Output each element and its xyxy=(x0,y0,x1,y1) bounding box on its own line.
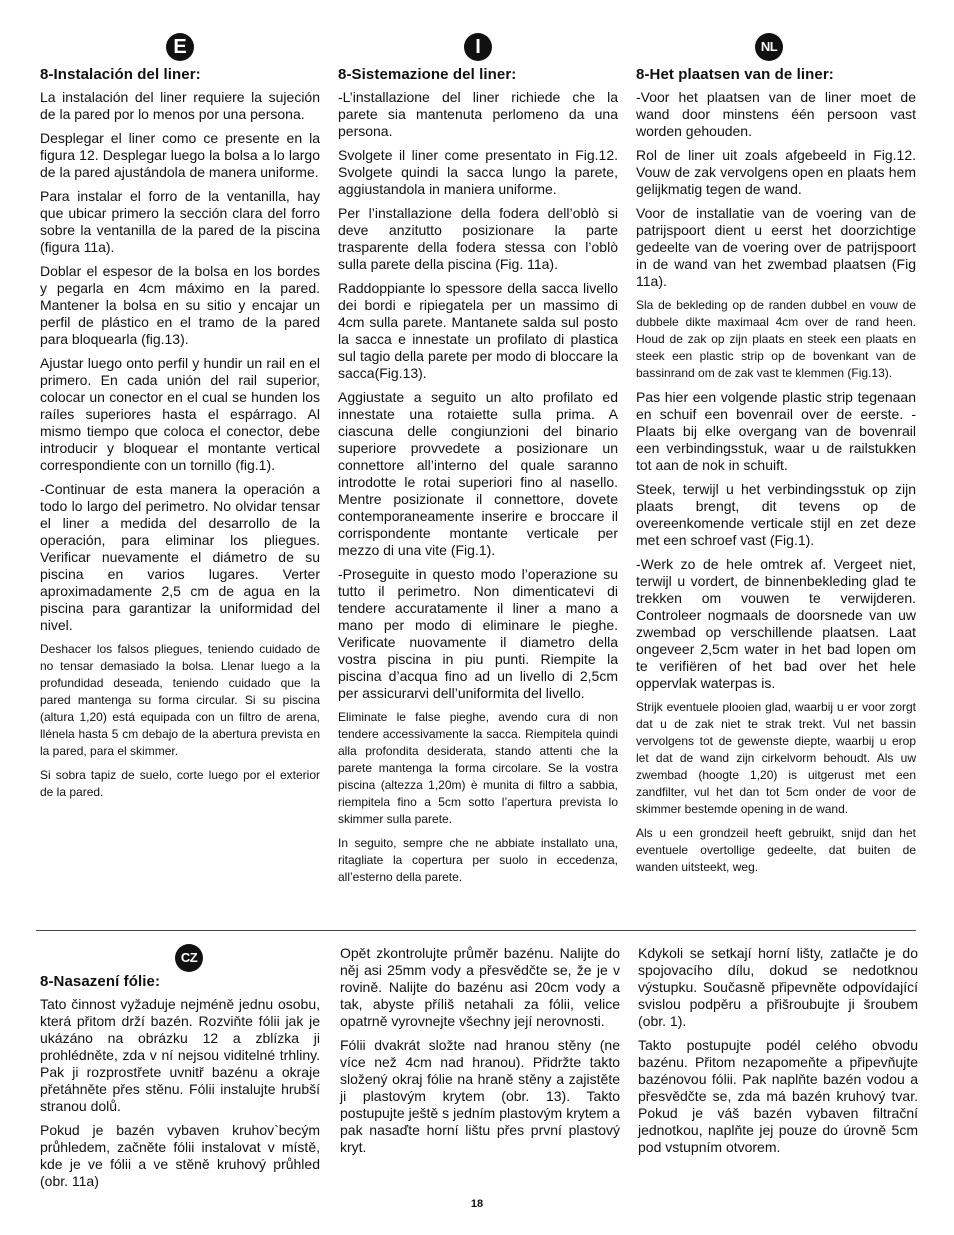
paragraph: Desplegar el liner como ce presente en la figura 12. Desplegar luego la bolsa a lo largo de la pared ajustándola de manera uniforme. xyxy=(40,130,320,180)
paragraph: La instalación del liner requiere la sujeción de la pared por lo menos por una persona. xyxy=(40,89,320,122)
czech-column-2 xyxy=(340,945,620,1163)
language-badge-spanish: E xyxy=(166,33,194,61)
paragraph: Aggiustate a seguito un alto profilato ed innestate una rotaiette sulla prima. A ciascuna delle congiunzioni del binario superiore provvedete a posizionare un connettore all’interno del quale saranno introdotte le rotai superiori fino al nasello. Mentre posizionate il connettore, dovete contemporaneamente inserire e broccare il corrispondente montante verticale per mezzo di una vite (Fig.1). xyxy=(338,389,618,558)
paragraph: Doblar el espesor de la bolsa en los bordes y pegarla en 4cm máximo en la pared. Mantener la bolsa en su sitio y encajar un perfil de plástico en el tramo de la pared para bloquearla (fig.13). xyxy=(40,263,320,347)
paragraph: Rol de liner uit zoals afgebeeld in Fig.12. Vouw de zak vervolgens open en plaats hem gelijkmatig tegen de wand. xyxy=(636,147,916,197)
section-title: 8-Nasazení fólie: xyxy=(40,973,161,990)
paragraph: Raddoppiante lo spessore della sacca livello dei bordi e ripiegatela per un massimo di 4cm sulla parete. Mantanete salda sul posto la sacca e innestate un profilato di plastica sul tagio della parete per modo di bloccare la sacca(Fig.13). xyxy=(338,280,618,381)
language-badge-dutch: NL xyxy=(755,33,783,61)
paragraph: -Voor het plaatsen van de liner moet de wand door minstens één persoon vast worden gehouden. xyxy=(636,89,916,139)
paragraph: Ajustar luego onto perfil y hundir un rail en el primero. En cada unión del rail superior, colocar un conector en el cual se hunden los raíles superiores hasta el espárrago. Al mismo tiempo que coloca el conector, debe introducir y bloquear el montante vertical correspondiente con un tornillo (fig.1). xyxy=(40,355,320,473)
paragraph: Eliminate le false pieghe, avendo cura di non tendere accessivamente la sacca. Riempitela quindi alla profondita desiderata, stando attenti che la parete mantenga la forma circolare. Se la vostra piscina (altezza 1,20m) è munita di filtro a sabbia, riempitela fino a 5cm sotto l’apertura prevista lo skimmer sulla parete. xyxy=(338,710,618,826)
paragraph: Deshacer los falsos pliegues, teniendo cuidado de no tensar demasiado la bolsa. Llenar luego a la profundidad deseada, teniendo cuidado que la pared mantenga su forma circular. Si su piscina (altura 1,20) está equipada con un filtro de arena, llénela hasta 5 cm debajo de la abertura prevista en la pared, para el skimmer. xyxy=(40,642,320,758)
czech-column-3 xyxy=(638,945,918,1163)
spanish-column xyxy=(40,66,320,808)
czech-column-1 xyxy=(40,973,320,1197)
page-number: 18 xyxy=(470,1198,484,1210)
paragraph: Para instalar el forro de la ventanilla, hay que ubicar primero la sección clara del forro sobre la ventanilla de la pared de la piscina (figura 11a). xyxy=(40,188,320,255)
paragraph: Tato činnost vyžaduje nejméně jednu osobu, která přitom drží bazén. Rozviňte fólii jak je ukázáno na obrázku 12 a zblízka ji prohlédněte, zda v ní nejsou viditelné trhliny. Pak ji rozprostřete uvnitř bazénu a okraje přetáhněte přes stěnu. Fólii instalujte hrubší stranou dolů. xyxy=(40,996,320,1114)
paragraph: Kdykoli se setkají horní lišty, zatlačte je do spojovacího dílu, dokud se nedotknou výstupku. Současně připevněte odpovídající svislou podpěru a přišroubujte ji šroubem (obr. 1). xyxy=(638,945,918,1029)
paragraph: Per l’installazione della fodera dell’oblò si deve anzitutto posizionare la parte trasparente della fodera stessa con l’oblò sulla parete della piscina (Fig. 11a). xyxy=(338,205,618,272)
language-badge-czech: CZ xyxy=(175,944,203,972)
paragraph: -Werk zo de hele omtrek af. Vergeet niet, terwijl u vordert, de binnenbekleding glad te trekken om vouwen te verwijderen. Controleer nogmaals de doorsnede van uw zwembad op verschillende plaatsen. Laat ongeveer 2,5cm water in het bad lopen om te verifiëren of het bad over het hele oppervlak waterpas is. xyxy=(636,556,916,691)
section-title: 8-Instalación del liner: xyxy=(40,66,201,83)
paragraph: Takto postupujte podél celého obvodu bazénu. Přitom nezapomeňte a připevňujte bazénovou fólii. Pak naplňte bazén vodou a přesvědčte se, zda má bazén kruhový tvar. Pokud je váš bazén vybaven filtrační jednotkou, naplňte jej pouze do úrovně 5cm pod vstupním otvorem. xyxy=(638,1037,918,1155)
language-badge-italian: I xyxy=(464,33,492,61)
paragraph: Opět zkontrolujte průměr bazénu. Nalijte do něj asi 25mm vody a přesvědčte se, že je v rovině. Nalijte do bazénu asi 20cm vody a tak, abyste příliš netahali za fólii, velice opatrně vyrovnejte všechny její nerovnosti. xyxy=(340,945,620,1029)
paragraph: Pas hier een volgende plastic strip tegenaan en schuif een bovenrail over de eerste. -Plaats bij elke overgang van de bovenrail een verbindingsstuk, waar u de railstukken tot aan de nok in schuift. xyxy=(636,389,916,473)
paragraph: Voor de installatie van de voering van de patrijspoort dient u eerst het doorzichtige gedeelte van de voering over de patrijspoort in de wand van het zwembad plaatsen (Fig 11a). xyxy=(636,205,916,289)
section-title: 8-Het plaatsen van de liner: xyxy=(636,66,834,83)
paragraph: -Continuar de esta manera la operación a todo lo largo del perimetro. No olvidar tensar el liner a medida del desarrollo de la operación, para eliminar los pliegues. Verificar nuevamente el diámetro de su piscina en varios lugares. Verter aproximadamente 2,5 cm de agua en la piscina para garantizar la uniformidad del nivel. xyxy=(40,481,320,633)
paragraph: -L’installazione del liner richiede che la parete sia mantenuta perlomeno da una persona. xyxy=(338,89,618,139)
paragraph: In seguito, sempre che ne abbiate installato una, ritagliate la copertura per suolo in eccedenza, all’esterno della parete. xyxy=(338,836,618,884)
paragraph: Fólii dvakrát složte nad hranou stěny (ne více než 4cm nad hranou). Přidržte takto složený okraj fólie na hraně stěny a zajistěte ji plastovým krytem (obr. 13). Takto postupujte ještě s jedním plastovým krytem a pak nasaďte horní lištu přes první plastový kryt. xyxy=(340,1037,620,1155)
paragraph: Svolgete il liner come presentato in Fig.12. Svolgete quindi la sacca lungo la parete, aggiustandola in maniera uniforme. xyxy=(338,147,618,197)
paragraph: Pokud je bazén vybaven kruhov`becým průhledem, začněte fólii instalovat v místě, kde je ve fólii a ve stěně kruhový průhled (obr. 11a) xyxy=(40,1122,320,1189)
paragraph: Strijk eventuele plooien glad, waarbij u er voor zorgt dat u de zak niet te strak trekt. Vul net bassin vervolgens tot de gewenste diepte, waarbij u erop let dat de wand zijn cirkelvorm behoudt. Als uw zwembad (hoogte 1,20) is uitgerust met een zandfilter, vul het dan tot 5cm onder de voor de skimmer bestemde opening in de wand. xyxy=(636,700,916,816)
section-divider xyxy=(36,930,916,931)
paragraph: Si sobra tapiz de suelo, corte luego por el exterior de la pared. xyxy=(40,768,320,799)
section-title: 8-Sistemazione del liner: xyxy=(338,66,517,83)
paragraph: Steek, terwijl u het verbindingsstuk op zijn plaats brengt, dit tevens op de overeenkomende verticale stijl en zet deze met een schroef vast (Fig.1). xyxy=(636,481,916,548)
italian-column xyxy=(338,66,618,893)
paragraph: Als u een grondzeil heeft gebruikt, snijd dan het eventuele overtollige gedeelte, dat buiten de wanden uitsteekt, weg. xyxy=(636,826,916,874)
paragraph: Sla de bekleding op de randen dubbel en vouw de dubbele dikte maximaal 4cm over de rand heen. Houd de zak op zijn plaats en steek een plaats en steek een plastic strip op de bovenkant van de bassinrand om de zak vast te klemmen (Fig.13). xyxy=(636,298,916,380)
paragraph: -Proseguite in questo modo l’operazione su tutto il perimetro. Non dimenticatevi di tendere accuratamente il liner a mano a mano per modo di eliminare le pieghe. Verificate nuovamente il diametro della vostra piscina in piu punti. Riempite la piscina d’acqua fino ad un livello di 2,5cm per assicurarvi dell’uniformita del livello. xyxy=(338,566,618,701)
dutch-column xyxy=(636,66,916,883)
